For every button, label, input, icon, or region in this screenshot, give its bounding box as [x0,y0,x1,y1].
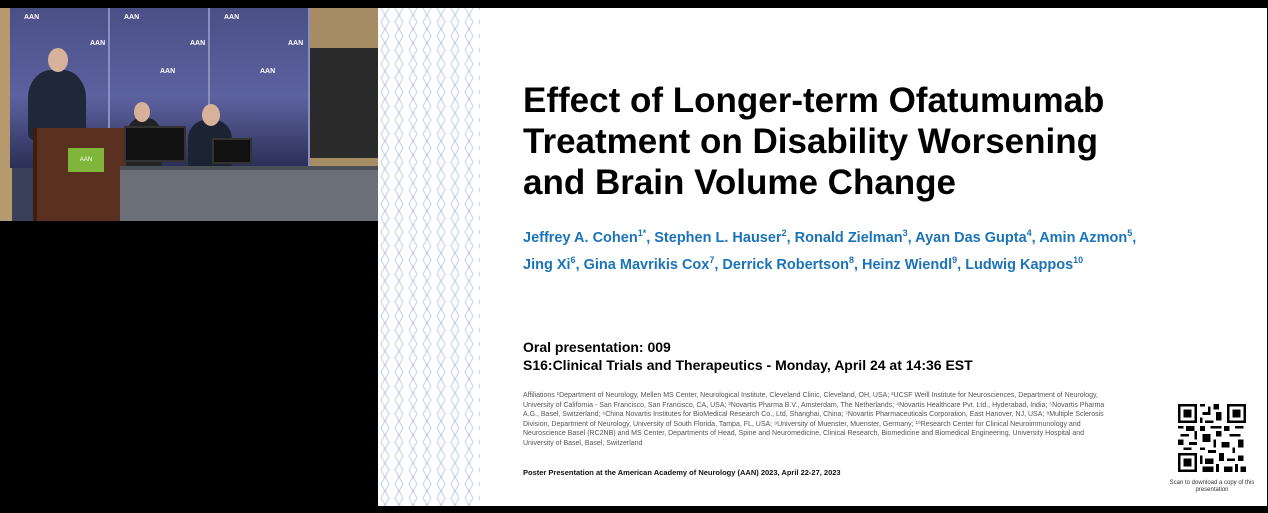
author: Jeffrey A. Cohen$^{1*}$ [523,228,647,246]
speaker-video [0,8,378,221]
aan-logo: AAN [160,68,176,75]
author: Derrick Robertson$^8$ [722,254,854,273]
author: Amin Azmon$^5$ [1039,228,1133,246]
monitor [124,126,186,162]
aan-logo: AAN [90,40,106,47]
qr-caption: Scan to download a copy of this presentation [1169,480,1255,493]
presenter-head [48,48,68,72]
author: Ronald Zielman$^3$ [794,228,908,246]
side-screen [310,48,378,158]
podium [33,128,125,221]
podium-sign: AAN [68,148,104,172]
aan-logo: AAN [224,14,240,21]
affiliations-label: Affiliations [523,392,555,399]
title-line: Treatment on Disability Worsening [523,122,1099,161]
panelist-head [202,104,220,126]
qr-code-icon [1178,404,1246,472]
aan-logo: AAN [124,14,140,21]
author: Ayan Das Gupta$^4$ [915,228,1032,246]
aan-logo: AAN [288,40,304,47]
aan-logo: AAN [24,14,40,21]
poster-note: Poster Presentation at the American Academy of Neurology (AAN) 2023, April 22-27, 2023 [523,468,841,477]
slide-title [523,80,1243,203]
aan-logo: AAN [190,40,206,47]
session-info: S16:Clinical Trials and Therapeutics - Monday, April 24 at 14:36 EST [523,357,973,373]
presentation-slide [378,8,1267,506]
author: Gina Mavrikis Cox$^7$ [583,254,715,273]
slide-pattern [378,8,480,506]
oral-presentation: Oral presentation: 009 [523,339,671,355]
affiliations-text: ¹Department of Neurology, Mellen MS Center, Neurological Institute, Cleveland Clinic, Cleveland, OH, USA; ²UCSF Weill Institute for Neurosciences, Department of Neurology, University of California - San Francisco, San Francisco, CA, USA; ³Novartis Pharma B.V., Amsterdam, The Netherlands; ⁴Novartis Healthcare Pvt. Ltd., Hyderabad, India; ⁵Novartis Pharma A.G., Basel, Switzerland; ⁶China Novartis Institutes for BioMedical Research Co., Ltd, Shanghai, China; ⁷Novartis Pharmaceuticals Corporation, East Hanover, NJ, USA; ⁸Multiple Sclerosis Division, Department of Neurology, University of South Florida, Tampa, FL, USA; ⁹University of Muenster, Muenster, Germany; ¹⁰Research Center for Clinical Neuroimmunology and Neuroscience Basel (RC2NB) and MS Center, Departments of Head, Spine and Neuromedicine, Clinical Research, Biomedicine and Biomedical Engineering, University Hospital and University of Basel, Basel, Switzerland [523,392,1105,447]
title-line: Effect of Longer-term Ofatumumab [523,81,1105,120]
laptop [212,138,252,164]
affiliations [523,391,1113,449]
author: Stephen L. Hauser$^2$ [654,228,787,246]
aan-logo: AAN [260,68,276,75]
author: Jing Xi$^6$ [523,254,576,273]
panel-table [120,170,378,221]
panelist-head [134,102,150,122]
author: Ludwig Kappos$^{10}$ [965,254,1084,273]
author: Heinz Wiendl$^9$ [862,254,958,273]
title-line: and Brain Volume Change [523,163,957,202]
author-list: Jeffrey A. Cohen$^{1*}$, Stephen L. Hauser$^2$, Ronald Zielman$^3$, Ayan Das Gupta$^4$, Amin Azmon$^5$, Jing Xi$^6$, Gina Mavrikis Cox$^7$, Derrick Robertson$^8$, Heinz Wiendl$^9$, Ludwig Kappos$^{10}$ [523,228,1137,273]
